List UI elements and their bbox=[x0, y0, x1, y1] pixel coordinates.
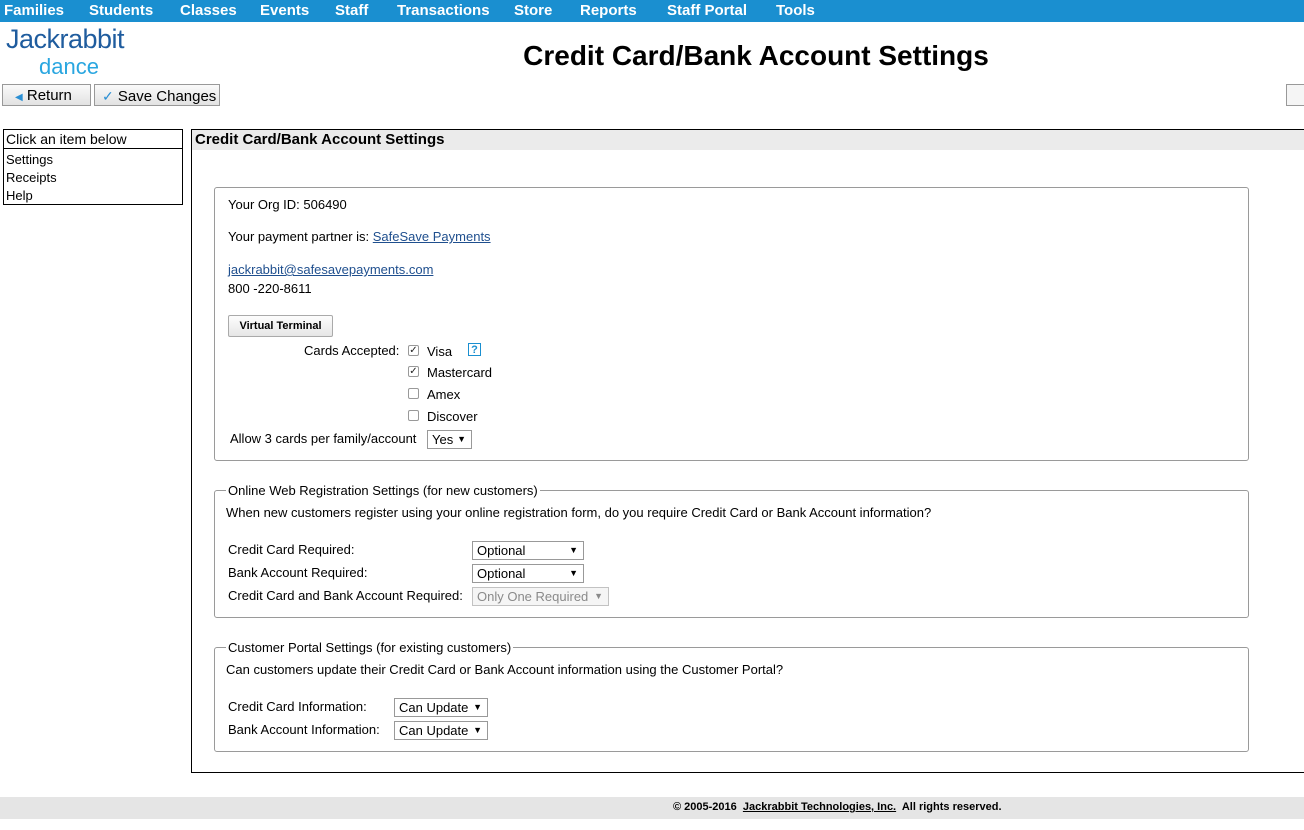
return-button[interactable] bbox=[2, 84, 91, 106]
bank-account-required-label: Bank Account Required: bbox=[228, 565, 368, 580]
credit-card-required-label: Credit Card Required: bbox=[228, 542, 355, 557]
partner-email-link[interactable]: jackrabbit@safesavepayments.com bbox=[228, 262, 434, 277]
amex-checkbox[interactable] bbox=[408, 388, 419, 399]
virtual-terminal-button[interactable]: Virtual Terminal bbox=[228, 315, 333, 337]
mastercard-label: Mastercard bbox=[427, 365, 493, 380]
footer-rights: All rights reserved. bbox=[901, 801, 1002, 813]
left-menu-header: Click an item below bbox=[4, 130, 182, 149]
bank-account-info-label: Bank Account Information: bbox=[228, 722, 380, 737]
top-nav-bar bbox=[0, 0, 1304, 22]
footer-text bbox=[673, 801, 1002, 813]
bank-account-required-select[interactable] bbox=[472, 564, 584, 583]
credit-card-info-value: Can Update bbox=[399, 700, 469, 715]
save-changes-label: Save Changes bbox=[117, 88, 217, 105]
amex-label: Amex bbox=[427, 387, 461, 402]
online-registration-question: When new customers register using your online registration form, do you require Credit Card or Bank Account information? bbox=[226, 505, 932, 520]
payment-partner-box bbox=[214, 187, 1249, 461]
settings-panel bbox=[191, 129, 1304, 773]
triangle-left-icon: ◀ bbox=[15, 92, 23, 103]
nav-classes[interactable]: Classes bbox=[180, 2, 237, 19]
payment-partner-prefix: Your payment partner is: bbox=[228, 229, 373, 244]
credit-card-required-select[interactable] bbox=[472, 541, 584, 560]
nav-staff-portal[interactable]: Staff Portal bbox=[667, 2, 748, 19]
bank-account-info-value: Can Update bbox=[399, 723, 469, 738]
credit-card-info-label: Credit Card Information: bbox=[228, 699, 367, 714]
chevron-down-icon: ▼ bbox=[457, 434, 466, 444]
org-id-text: Your Org ID: 506490 bbox=[228, 197, 347, 212]
customer-portal-box bbox=[214, 640, 1249, 752]
visa-checkbox[interactable]: ✓ bbox=[409, 345, 418, 356]
chevron-down-icon: ▼ bbox=[473, 725, 482, 735]
logo-text-dance: dance bbox=[39, 54, 99, 79]
left-menu bbox=[3, 129, 183, 205]
left-menu-item-help[interactable]: Help bbox=[6, 188, 33, 203]
allow-cards-label: Allow 3 cards per family/account bbox=[230, 431, 417, 446]
discover-label: Discover bbox=[427, 409, 478, 424]
save-changes-button[interactable] bbox=[94, 84, 220, 106]
chevron-down-icon: ▼ bbox=[569, 545, 578, 555]
cc-and-bank-required-select bbox=[472, 587, 609, 606]
nav-events[interactable]: Events bbox=[260, 2, 310, 19]
chevron-down-icon: ▼ bbox=[473, 702, 482, 712]
allow-cards-select[interactable] bbox=[427, 430, 472, 449]
payment-partner-link[interactable]: SafeSave Payments bbox=[372, 229, 491, 244]
logo-text-jackrabbit: Jackrabbit bbox=[6, 24, 125, 54]
credit-card-required-value: Optional bbox=[477, 543, 526, 558]
help-question-icon[interactable]: ? bbox=[468, 343, 481, 356]
mastercard-checkbox[interactable]: ✓ bbox=[409, 366, 418, 377]
nav-transactions[interactable]: Transactions bbox=[397, 2, 490, 19]
chevron-down-icon: ▼ bbox=[569, 568, 578, 578]
customer-portal-question: Can customers update their Credit Card or Bank Account information using the Customer Portal? bbox=[226, 662, 784, 677]
footer-copyright: © 2005-2016 bbox=[673, 801, 737, 813]
credit-card-info-select[interactable] bbox=[394, 698, 488, 717]
nav-reports[interactable]: Reports bbox=[580, 2, 637, 19]
nav-families[interactable]: Families bbox=[4, 2, 65, 19]
left-menu-item-receipts[interactable]: Receipts bbox=[6, 170, 57, 185]
return-button-label: Return bbox=[26, 87, 72, 104]
visa-label: Visa bbox=[427, 344, 453, 359]
online-registration-box bbox=[214, 483, 1249, 618]
page-title: Credit Card/Bank Account Settings bbox=[523, 40, 989, 71]
customer-portal-legend: Customer Portal Settings (for existing customers) bbox=[228, 640, 512, 655]
chevron-down-icon: ▼ bbox=[594, 591, 603, 601]
cc-and-bank-required-label: Credit Card and Bank Account Required: bbox=[228, 588, 463, 603]
nav-store[interactable]: Store bbox=[514, 2, 553, 19]
online-registration-legend: Online Web Registration Settings (for new customers) bbox=[228, 483, 538, 498]
nav-students[interactable]: Students bbox=[89, 2, 154, 19]
payment-partner-text bbox=[228, 229, 491, 244]
nav-staff[interactable]: Staff bbox=[335, 2, 369, 19]
nav-tools[interactable]: Tools bbox=[776, 2, 815, 19]
footer bbox=[0, 797, 1304, 819]
cc-and-bank-required-value: Only One Required bbox=[477, 589, 589, 604]
partner-phone: 800 -220-8611 bbox=[228, 281, 312, 296]
settings-panel-header: Credit Card/Bank Account Settings bbox=[192, 130, 1304, 150]
bank-account-info-select[interactable] bbox=[394, 721, 488, 740]
checkmark-icon: ✓ bbox=[102, 88, 114, 104]
allow-cards-value: Yes bbox=[432, 432, 454, 447]
toolbar-right-button[interactable] bbox=[1286, 84, 1304, 106]
discover-checkbox[interactable] bbox=[408, 410, 419, 421]
left-menu-item-settings[interactable]: Settings bbox=[6, 152, 53, 167]
footer-company-link[interactable]: Jackrabbit Technologies, Inc. bbox=[742, 801, 897, 813]
cards-accepted-label: Cards Accepted: bbox=[304, 343, 400, 358]
bank-account-required-value: Optional bbox=[477, 566, 526, 581]
